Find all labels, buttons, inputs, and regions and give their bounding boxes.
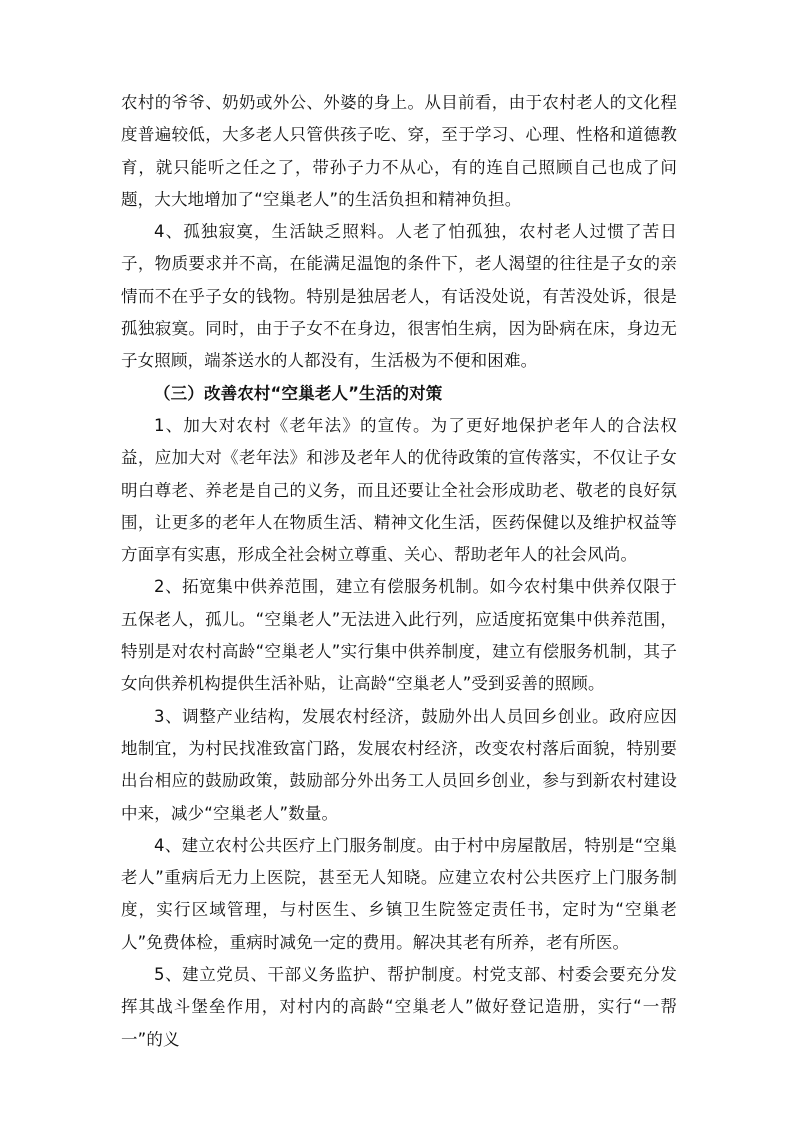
paragraph-countermeasure-2: 2、拓宽集中供养范围，建立有偿服务机制。如今农村集中供养仅限于五保老人，孤儿。“空巢老人”无法进入此行列，应适度拓宽集中供养范围，特别是对农村高龄“空巢老人”实行集中供养制度，建立有偿服务机制，其子女向供养机构提供生活补贴，让高龄“空巢老人”受到妥善的照顾。 xyxy=(121,577,677,694)
paragraph-countermeasure-4: 4、建立农村公共医疗上门服务制度。由于村中房屋散居，特别是“空巢老人”重病后无力上医院，甚至无人知晓。应建立农村公共医疗上门服务制度，实行区域管理，与村医生、乡镇卫生院签定责任书，定时为“空巢老人”免费体检，重病时减免一定的费用。解决其老有所养，老有所医。 xyxy=(121,835,677,952)
paragraph-continued: 农村的爷爷、奶奶或外公、外婆的身上。从目前看，由于农村老人的文化程度普遍较低，大多老人只管供孩子吃、穿，至于学习、心理、性格和道德教育，就只能听之任之了，带孙子力不从心，有的连自己照顾自己也成了问题，大大地增加了“空巢老人”的生活负担和精神负担。 xyxy=(121,93,677,209)
paragraph-countermeasure-3: 3、调整产业结构，发展农村经济，鼓励外出人员回乡创业。政府应因地制宜，为村民找准致富门路，发展农村经济，改变农村落后面貌，特别要出台相应的鼓励政策，鼓励部分外出务工人员回乡创业，参与到新农村建设中来，减少“空巢老人”数量。 xyxy=(121,706,677,823)
paragraph-countermeasure-1: 1、加大对农村《老年法》的宣传。为了更好地保护老年人的合法权益，应加大对《老年法》和涉及老年人的优待政策的宣传落实，不仅让子女明白尊老、养老是自己的义务，而且还要让全社会形成助老、敬老的良好氛围，让更多的老年人在物质生活、精神文化生活，医药保健以及维护权益等方面享有实惠，形成全社会树立尊重、关心、帮助老年人的社会风尚。 xyxy=(121,415,677,565)
paragraph-loneliness: 4、孤独寂寞，生活缺乏照料。人老了怕孤独，农村老人过惯了苦日子，物质要求并不高，在能满足温饱的条件下，老人渴望的往往是子女的亲情而不在乎子女的钱物。特别是独居老人，有话没处说，有苦没处诉，很是孤独寂寞。同时，由于子女不在身边，很害怕生病，因为卧病在床，身边无子女照顾，端茶送水的人都没有，生活极为不便和困难。 xyxy=(121,222,677,371)
paragraph-countermeasure-5: 5、建立党员、干部义务监护、帮护制度。村党支部、村委会要充分发挥其战斗堡垒作用，对村内的高龄“空巢老人”做好登记造册，实行“一帮一”的义 xyxy=(121,965,677,1049)
document-body xyxy=(121,87,677,1056)
section-heading-countermeasures: （三）改善农村“空巢老人”生活的对策 xyxy=(154,383,443,403)
